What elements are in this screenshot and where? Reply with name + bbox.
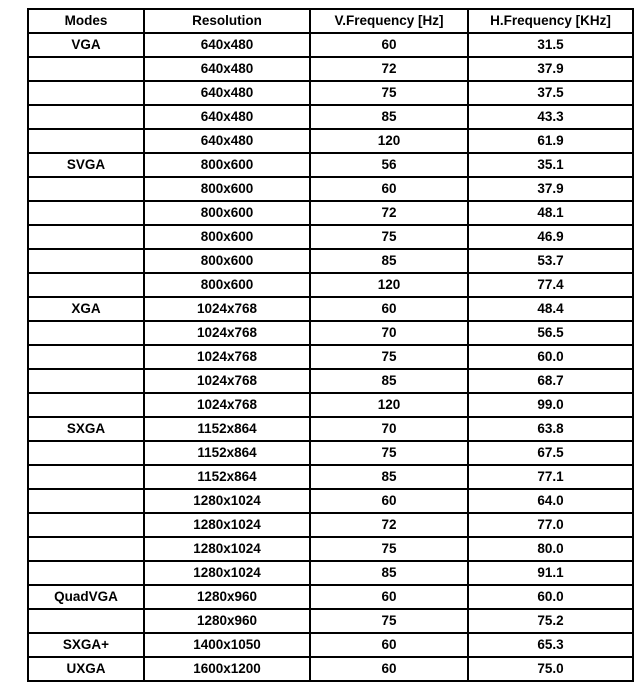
- cell-v-frequency: 60: [310, 489, 468, 513]
- cell-h-frequency: 68.7: [468, 369, 633, 393]
- table-row: [28, 249, 633, 273]
- cell-h-frequency: 65.3: [468, 633, 633, 657]
- cell-v-frequency: 85: [310, 465, 468, 489]
- cell-modes: [28, 513, 144, 537]
- table-row: [28, 417, 633, 441]
- cell-resolution: 1152x864: [144, 417, 310, 441]
- table-row: [28, 345, 633, 369]
- cell-h-frequency: 99.0: [468, 393, 633, 417]
- cell-modes: [28, 345, 144, 369]
- cell-h-frequency: 64.0: [468, 489, 633, 513]
- table-row: [28, 393, 633, 417]
- cell-modes: [28, 441, 144, 465]
- cell-modes: SVGA: [28, 153, 144, 177]
- header-resolution: Resolution: [144, 9, 310, 33]
- cell-h-frequency: 60.0: [468, 585, 633, 609]
- cell-resolution: 1024x768: [144, 345, 310, 369]
- cell-resolution: 1152x864: [144, 465, 310, 489]
- cell-resolution: 1600x1200: [144, 657, 310, 681]
- cell-v-frequency: 120: [310, 273, 468, 297]
- table-row: [28, 441, 633, 465]
- table-body: [28, 33, 633, 681]
- cell-v-frequency: 72: [310, 201, 468, 225]
- cell-resolution: 1280x1024: [144, 489, 310, 513]
- table-row: [28, 33, 633, 57]
- cell-resolution: 640x480: [144, 81, 310, 105]
- cell-resolution: 1024x768: [144, 321, 310, 345]
- table-row: [28, 273, 633, 297]
- table-row: [28, 297, 633, 321]
- table-row: [28, 153, 633, 177]
- cell-modes: [28, 609, 144, 633]
- cell-modes: [28, 537, 144, 561]
- table-row: [28, 585, 633, 609]
- cell-resolution: 1280x960: [144, 609, 310, 633]
- cell-h-frequency: 75.0: [468, 657, 633, 681]
- cell-h-frequency: 37.9: [468, 177, 633, 201]
- table-row: [28, 225, 633, 249]
- table-row: [28, 561, 633, 585]
- cell-v-frequency: 72: [310, 513, 468, 537]
- cell-h-frequency: 35.1: [468, 153, 633, 177]
- cell-resolution: 1280x1024: [144, 513, 310, 537]
- header-modes: Modes: [28, 9, 144, 33]
- cell-modes: SXGA+: [28, 633, 144, 657]
- cell-resolution: 1024x768: [144, 369, 310, 393]
- cell-v-frequency: 60: [310, 297, 468, 321]
- cell-modes: [28, 201, 144, 225]
- display-modes-table: [27, 8, 634, 682]
- table-row: [28, 465, 633, 489]
- cell-h-frequency: 37.9: [468, 57, 633, 81]
- cell-resolution: 800x600: [144, 153, 310, 177]
- cell-resolution: 640x480: [144, 105, 310, 129]
- cell-resolution: 800x600: [144, 225, 310, 249]
- cell-v-frequency: 56: [310, 153, 468, 177]
- cell-h-frequency: 67.5: [468, 441, 633, 465]
- cell-h-frequency: 80.0: [468, 537, 633, 561]
- cell-modes: [28, 105, 144, 129]
- cell-modes: [28, 129, 144, 153]
- cell-v-frequency: 120: [310, 129, 468, 153]
- cell-v-frequency: 60: [310, 177, 468, 201]
- cell-v-frequency: 75: [310, 441, 468, 465]
- table-row: [28, 321, 633, 345]
- cell-v-frequency: 60: [310, 33, 468, 57]
- table-row: [28, 489, 633, 513]
- table-row: [28, 57, 633, 81]
- cell-modes: [28, 249, 144, 273]
- cell-v-frequency: 75: [310, 225, 468, 249]
- cell-resolution: 1024x768: [144, 297, 310, 321]
- table-row: [28, 609, 633, 633]
- cell-h-frequency: 91.1: [468, 561, 633, 585]
- header-v-frequency: V.Frequency [Hz]: [310, 9, 468, 33]
- table-row: [28, 633, 633, 657]
- cell-h-frequency: 53.7: [468, 249, 633, 273]
- cell-v-frequency: 85: [310, 249, 468, 273]
- header-h-frequency: H.Frequency [KHz]: [468, 9, 633, 33]
- cell-modes: UXGA: [28, 657, 144, 681]
- table-row: [28, 369, 633, 393]
- cell-h-frequency: 48.1: [468, 201, 633, 225]
- cell-resolution: 640x480: [144, 57, 310, 81]
- cell-modes: [28, 369, 144, 393]
- cell-modes: [28, 177, 144, 201]
- cell-h-frequency: 37.5: [468, 81, 633, 105]
- cell-h-frequency: 56.5: [468, 321, 633, 345]
- cell-modes: [28, 225, 144, 249]
- table-row: [28, 177, 633, 201]
- cell-resolution: 1280x1024: [144, 561, 310, 585]
- cell-modes: [28, 321, 144, 345]
- cell-resolution: 1152x864: [144, 441, 310, 465]
- cell-v-frequency: 60: [310, 585, 468, 609]
- table-row: [28, 537, 633, 561]
- cell-v-frequency: 60: [310, 633, 468, 657]
- cell-modes: [28, 489, 144, 513]
- cell-h-frequency: 46.9: [468, 225, 633, 249]
- cell-v-frequency: 120: [310, 393, 468, 417]
- table-row: [28, 657, 633, 681]
- cell-h-frequency: 75.2: [468, 609, 633, 633]
- cell-resolution: 800x600: [144, 273, 310, 297]
- table-row: [28, 105, 633, 129]
- cell-v-frequency: 72: [310, 57, 468, 81]
- cell-resolution: 800x600: [144, 249, 310, 273]
- cell-modes: [28, 465, 144, 489]
- cell-v-frequency: 85: [310, 105, 468, 129]
- cell-resolution: 800x600: [144, 201, 310, 225]
- cell-resolution: 1024x768: [144, 393, 310, 417]
- cell-h-frequency: 63.8: [468, 417, 633, 441]
- cell-v-frequency: 75: [310, 345, 468, 369]
- table-row: [28, 129, 633, 153]
- cell-modes: SXGA: [28, 417, 144, 441]
- cell-v-frequency: 85: [310, 369, 468, 393]
- table-header-row: [28, 9, 633, 33]
- cell-v-frequency: 75: [310, 81, 468, 105]
- cell-resolution: 640x480: [144, 129, 310, 153]
- cell-v-frequency: 85: [310, 561, 468, 585]
- cell-h-frequency: 61.9: [468, 129, 633, 153]
- cell-v-frequency: 60: [310, 657, 468, 681]
- cell-modes: [28, 393, 144, 417]
- table-row: [28, 81, 633, 105]
- cell-v-frequency: 70: [310, 417, 468, 441]
- cell-h-frequency: 31.5: [468, 33, 633, 57]
- cell-h-frequency: 48.4: [468, 297, 633, 321]
- cell-resolution: 1280x1024: [144, 537, 310, 561]
- cell-modes: VGA: [28, 33, 144, 57]
- table-row: [28, 513, 633, 537]
- cell-h-frequency: 60.0: [468, 345, 633, 369]
- table-row: [28, 201, 633, 225]
- cell-resolution: 1400x1050: [144, 633, 310, 657]
- cell-v-frequency: 70: [310, 321, 468, 345]
- cell-modes: [28, 273, 144, 297]
- cell-resolution: 1280x960: [144, 585, 310, 609]
- cell-v-frequency: 75: [310, 537, 468, 561]
- cell-modes: XGA: [28, 297, 144, 321]
- cell-modes: [28, 57, 144, 81]
- cell-resolution: 640x480: [144, 33, 310, 57]
- cell-v-frequency: 75: [310, 609, 468, 633]
- cell-h-frequency: 77.1: [468, 465, 633, 489]
- cell-h-frequency: 77.0: [468, 513, 633, 537]
- cell-h-frequency: 77.4: [468, 273, 633, 297]
- cell-h-frequency: 43.3: [468, 105, 633, 129]
- cell-modes: QuadVGA: [28, 585, 144, 609]
- cell-resolution: 800x600: [144, 177, 310, 201]
- cell-modes: [28, 561, 144, 585]
- cell-modes: [28, 81, 144, 105]
